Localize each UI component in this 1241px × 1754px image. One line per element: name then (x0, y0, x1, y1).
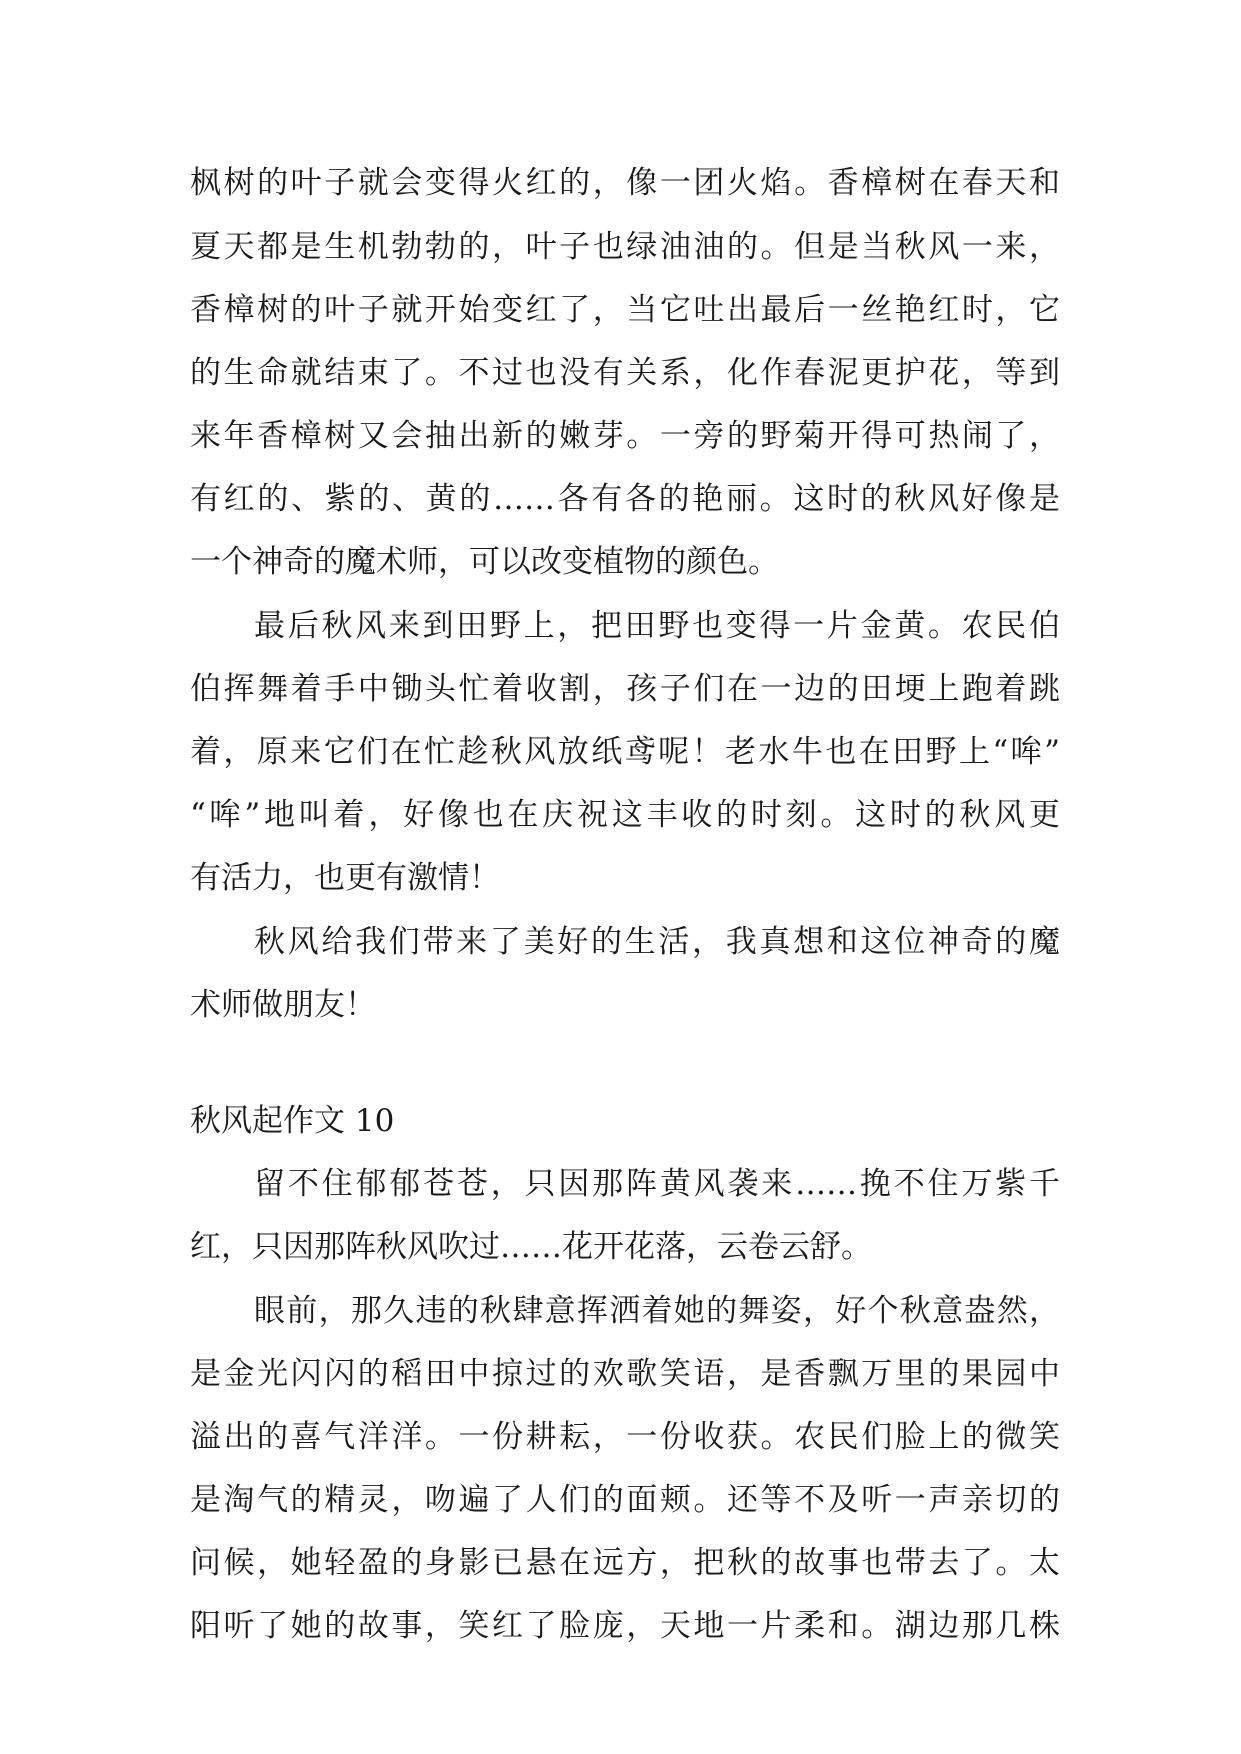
section-title: 秋风起作文 10 (190, 1103, 395, 1139)
text-line: 一个神奇的魔术师，可以改变植物的颜色。 (190, 544, 779, 580)
text-line: 来年香樟树又会抽出新的嫩芽。一旁的野菊开得可热闹了， (190, 418, 1060, 454)
text-line: 有红的、紫的、黄的……各有各的艳丽。这时的秋风好像是 (190, 481, 1060, 517)
text-line: 术师做朋友！ (190, 987, 376, 1023)
text-line: 问候，她轻盈的身影已悬在远方，把秋的故事也带去了。太 (190, 1545, 1060, 1581)
text-line: 是金光闪闪的稻田中掠过的欢歌笑语，是香飘万里的果园中 (190, 1356, 1060, 1392)
text-line: 有活力，也更有激情！ (190, 860, 500, 896)
text-line: “哞”地叫着，好像也在庆祝这丰收的时刻。这时的秋风更 (190, 797, 1060, 833)
paragraph-first-line: 秋风给我们带来了美好的生活，我真想和这位神奇的魔 (254, 924, 1060, 960)
text-line: 溢出的喜气洋洋。一份耕耘，一份收获。农民们脸上的微笑 (190, 1419, 1060, 1455)
paragraph-first-line: 最后秋风来到田野上，把田野也变得一片金黄。农民伯 (254, 608, 1060, 644)
text-line: 是淘气的精灵，吻遍了人们的面颊。还等不及听一声亲切的 (190, 1482, 1060, 1518)
text-line: 伯挥舞着手中锄头忙着收割，孩子们在一边的田埂上跑着跳 (190, 671, 1060, 707)
text-line: 香樟树的叶子就开始变红了，当它吐出最后一丝艳红时，它 (190, 292, 1060, 328)
paragraph-first-line: 留不住郁郁苍苍，只因那阵黄风袭来……挽不住万紫千 (254, 1166, 1060, 1202)
text-line: 夏天都是生机勃勃的，叶子也绿油油的。但是当秋风一来， (190, 229, 1060, 265)
text-line: 红，只因那阵秋风吹过……花开花落，云卷云舒。 (190, 1229, 872, 1265)
text-line: 着，原来它们在忙趁秋风放纸鸢呢！老水牛也在田野上“哞” (190, 734, 1060, 770)
text-line: 阳听了她的故事，笑红了脸庞，天地一片柔和。湖边那几株 (190, 1608, 1060, 1644)
text-line: 的生命就结束了。不过也没有关系，化作春泥更护花，等到 (190, 355, 1060, 391)
paragraph-first-line: 眼前，那久违的秋肆意挥洒着她的舞姿，好个秋意盎然， (254, 1293, 1060, 1329)
text-line: 枫树的叶子就会变得火红的，像一团火焰。香樟树在春天和 (190, 165, 1060, 201)
